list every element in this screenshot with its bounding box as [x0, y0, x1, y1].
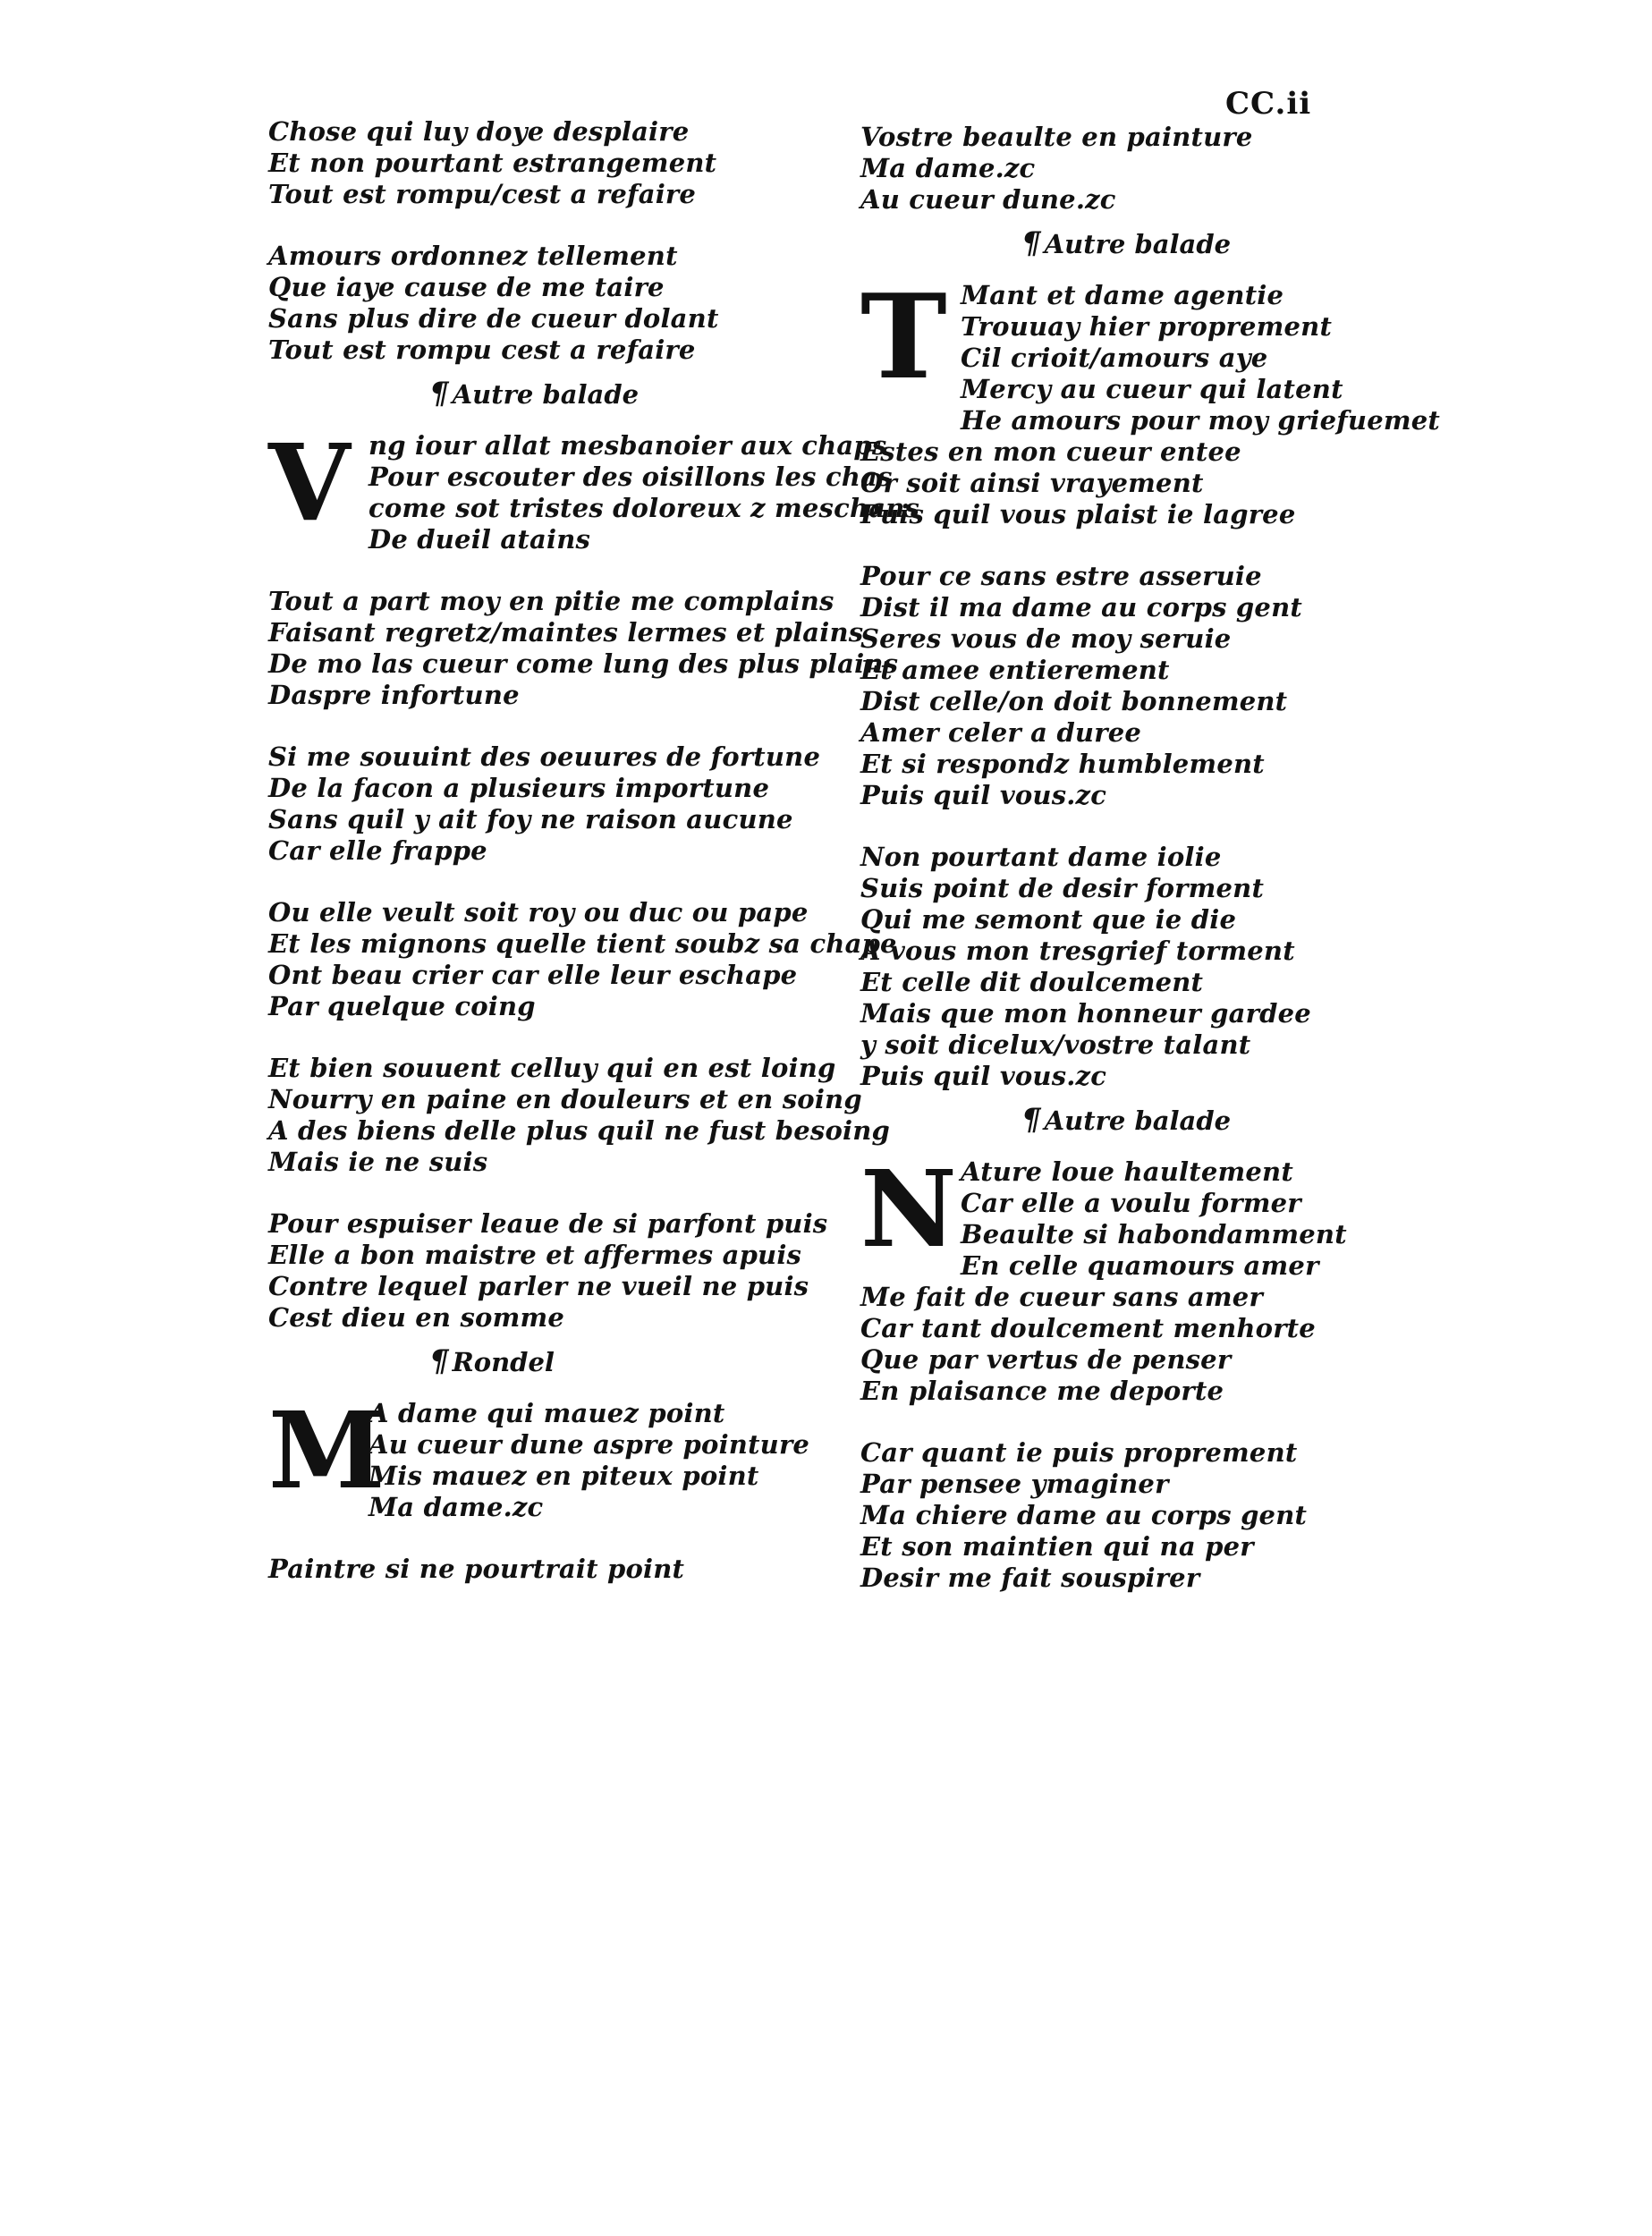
- verse-line: Dist celle/on doit bonnement: [860, 686, 1288, 716]
- verse-line: Ont beau crier car elle leur eschape: [268, 960, 798, 990]
- verse-line: Mis mauez en piteux point: [369, 1461, 759, 1491]
- verse-line: Et bien souuent celluy qui en est loing: [268, 1053, 836, 1083]
- verse-line: En celle quamours amer: [961, 1250, 1319, 1281]
- verse-line: Par quelque coing: [268, 991, 536, 1021]
- pilcrow-icon: ¶: [429, 1343, 449, 1379]
- verse-line: Mant et dame agentie: [961, 280, 1284, 310]
- verse-line: Seres vous de moy seruie: [860, 623, 1232, 654]
- verse-line: Si me souuint des oeuures de fortune: [268, 741, 821, 772]
- verse-line: Mais ie ne suis: [268, 1147, 488, 1177]
- verse-line: Au cueur dune aspre pointure: [369, 1429, 810, 1460]
- verse-line: Puis quil vous plaist ie lagree: [860, 499, 1296, 529]
- verse-line: Pour espuiser leaue de si parfont puis: [268, 1208, 828, 1239]
- section-heading: [860, 225, 1433, 261]
- section-heading: [268, 378, 841, 411]
- verse-line: Me fait de cueur sans amer: [860, 1282, 1263, 1312]
- verse-line: Et non pourtant estrangement: [268, 148, 717, 178]
- verse-line: y soit dicelux/vostre talant: [860, 1029, 1251, 1060]
- stanza: [268, 420, 920, 555]
- stanza: [860, 268, 1440, 530]
- verse-line: Nourry en paine en douleurs et en soing: [268, 1084, 862, 1114]
- verse-line: He amours pour moy griefuemet: [961, 405, 1440, 436]
- verse-line: Pour escouter des oisillons les chas: [369, 462, 893, 492]
- stanza: [860, 1437, 1433, 1594]
- verse-line: Ma dame.zc: [369, 1492, 544, 1522]
- section-heading: [860, 1102, 1433, 1138]
- verse-line: Qui me semont que ie die: [860, 904, 1237, 935]
- heading-text: Autre balade: [1044, 1105, 1232, 1136]
- verse-line: En plaisance me deporte: [860, 1376, 1224, 1406]
- verse-line: Car elle a voulu former: [961, 1188, 1301, 1218]
- left-column: [268, 116, 920, 1585]
- verse-line: Car quant ie puis proprement: [860, 1437, 1298, 1468]
- verse-line: Tout est rompu/cest a refaire: [268, 179, 697, 209]
- verse-line: Mercy au cueur qui latent: [961, 374, 1343, 404]
- verse-line: Cest dieu en somme: [268, 1302, 564, 1333]
- heading-text: Autre balade: [452, 379, 640, 410]
- verse-line: De mo las cueur come lung des plus plains: [268, 648, 899, 679]
- verse-line: Faisant regretz/maintes lermes et plains: [268, 617, 864, 648]
- stanza: [860, 122, 1433, 216]
- verse-line: Que iaye cause de me taire: [268, 272, 665, 302]
- verse-line: Et amee entierement: [860, 655, 1170, 685]
- heading-text: Rondel: [452, 1347, 555, 1377]
- verse-line: Paintre si ne pourtrait point: [268, 1554, 685, 1584]
- verse-line: Et son maintien qui na per: [860, 1531, 1254, 1562]
- verse-line: Trouuay hier proprement: [961, 311, 1333, 342]
- verse-line: Pour ce sans estre asseruie: [860, 561, 1262, 591]
- verse-line: Daspre infortune: [268, 680, 520, 710]
- verse-line: Et celle dit doulcement: [860, 967, 1204, 997]
- verse-line: De dueil atains: [369, 524, 591, 555]
- verse-line: Or soit ainsi vrayement: [860, 468, 1204, 498]
- drop-cap: N: [860, 1147, 957, 1271]
- verse-line: Cil crioit/amours aye: [961, 343, 1268, 373]
- verse-line: Dist il ma dame au corps gent: [860, 592, 1302, 623]
- verse-line: Par pensee ymaginer: [860, 1469, 1169, 1499]
- verse-line: Vostre beaulte en painture: [860, 122, 1253, 152]
- verse-line: Chose qui luy doye desplaire: [268, 116, 690, 147]
- verse-line: Ma chiere dame au corps gent: [860, 1500, 1308, 1530]
- stanza: [268, 1388, 841, 1523]
- verse-line: A vous mon tresgrief torment: [860, 936, 1295, 966]
- right-column: [860, 122, 1440, 1594]
- verse-line: Amours ordonnez tellement: [268, 241, 678, 271]
- verse-line: Que par vertus de penser: [860, 1344, 1232, 1375]
- pilcrow-icon: ¶: [1021, 1102, 1041, 1138]
- verse-line: Contre lequel parler ne vueil ne puis: [268, 1271, 809, 1301]
- verse-line: Beaulte si habondamment: [961, 1219, 1347, 1249]
- drop-cap: M: [268, 1388, 385, 1512]
- stanza: [268, 897, 897, 1022]
- stanza: [860, 561, 1433, 811]
- verse-line: Sans plus dire de cueur dolant: [268, 303, 719, 334]
- verse-line: Ature loue haultement: [961, 1156, 1293, 1187]
- verse-line: Ou elle veult soit roy ou duc ou pape: [268, 897, 809, 927]
- stanza: [268, 741, 841, 867]
- verse-line: Sans quil y ait foy ne raison aucune: [268, 804, 793, 834]
- stanza: [268, 586, 899, 711]
- stanza: [860, 1147, 1433, 1407]
- verse-line: Suis point de desir forment: [860, 873, 1265, 903]
- verse-line: Puis quil vous.zc: [860, 1061, 1107, 1091]
- verse-line: Et les mignons quelle tient soubz sa chape: [268, 928, 897, 959]
- stanza: [268, 241, 841, 366]
- drop-cap: T: [860, 268, 947, 405]
- pilcrow-icon: ¶: [1021, 225, 1041, 261]
- verse-line: A des biens delle plus quil ne fust besoing: [268, 1115, 890, 1146]
- verse-line: Tout a part moy en pitie me complains: [268, 586, 834, 616]
- verse-line: Desir me fait souspirer: [860, 1563, 1200, 1593]
- verse-line: Tout est rompu cest a refaire: [268, 335, 696, 365]
- stanza: [268, 1053, 890, 1178]
- stanza: [268, 1554, 841, 1585]
- verse-line: Puis quil vous.zc: [860, 780, 1107, 810]
- verse-line: come sot tristes doloreux z meschans: [369, 493, 920, 523]
- verse-line: Car tant doulcement menhorte: [860, 1313, 1316, 1343]
- verse-line: Ma dame.zc: [860, 153, 1036, 183]
- pilcrow-icon: ¶: [429, 376, 449, 411]
- stanza: [268, 1208, 841, 1334]
- stanza: [860, 842, 1433, 1092]
- verse-line: ng iour allat mesbanoier aux chaps: [369, 430, 887, 461]
- section-heading: [268, 1343, 841, 1379]
- verse-line: Estes en mon cueur entee: [860, 436, 1241, 467]
- stanza: [268, 116, 841, 210]
- verse-line: Et si respondz humblement: [860, 749, 1265, 779]
- verse-line: Car elle frappe: [268, 835, 487, 866]
- drop-cap: V: [268, 420, 351, 545]
- verse-line: Mais que mon honneur gardee: [860, 998, 1311, 1029]
- verse-line: Au cueur dune.zc: [860, 184, 1116, 215]
- verse-line: De la facon a plusieurs importune: [268, 773, 770, 803]
- verse-line: Non pourtant dame iolie: [860, 842, 1222, 872]
- folio-number: CC.ii: [1225, 86, 1312, 122]
- verse-line: Elle a bon maistre et affermes apuis: [268, 1240, 802, 1270]
- verse-line: Amer celer a duree: [860, 717, 1141, 748]
- heading-text: Autre balade: [1044, 229, 1232, 259]
- verse-line: A dame qui mauez point: [369, 1398, 725, 1428]
